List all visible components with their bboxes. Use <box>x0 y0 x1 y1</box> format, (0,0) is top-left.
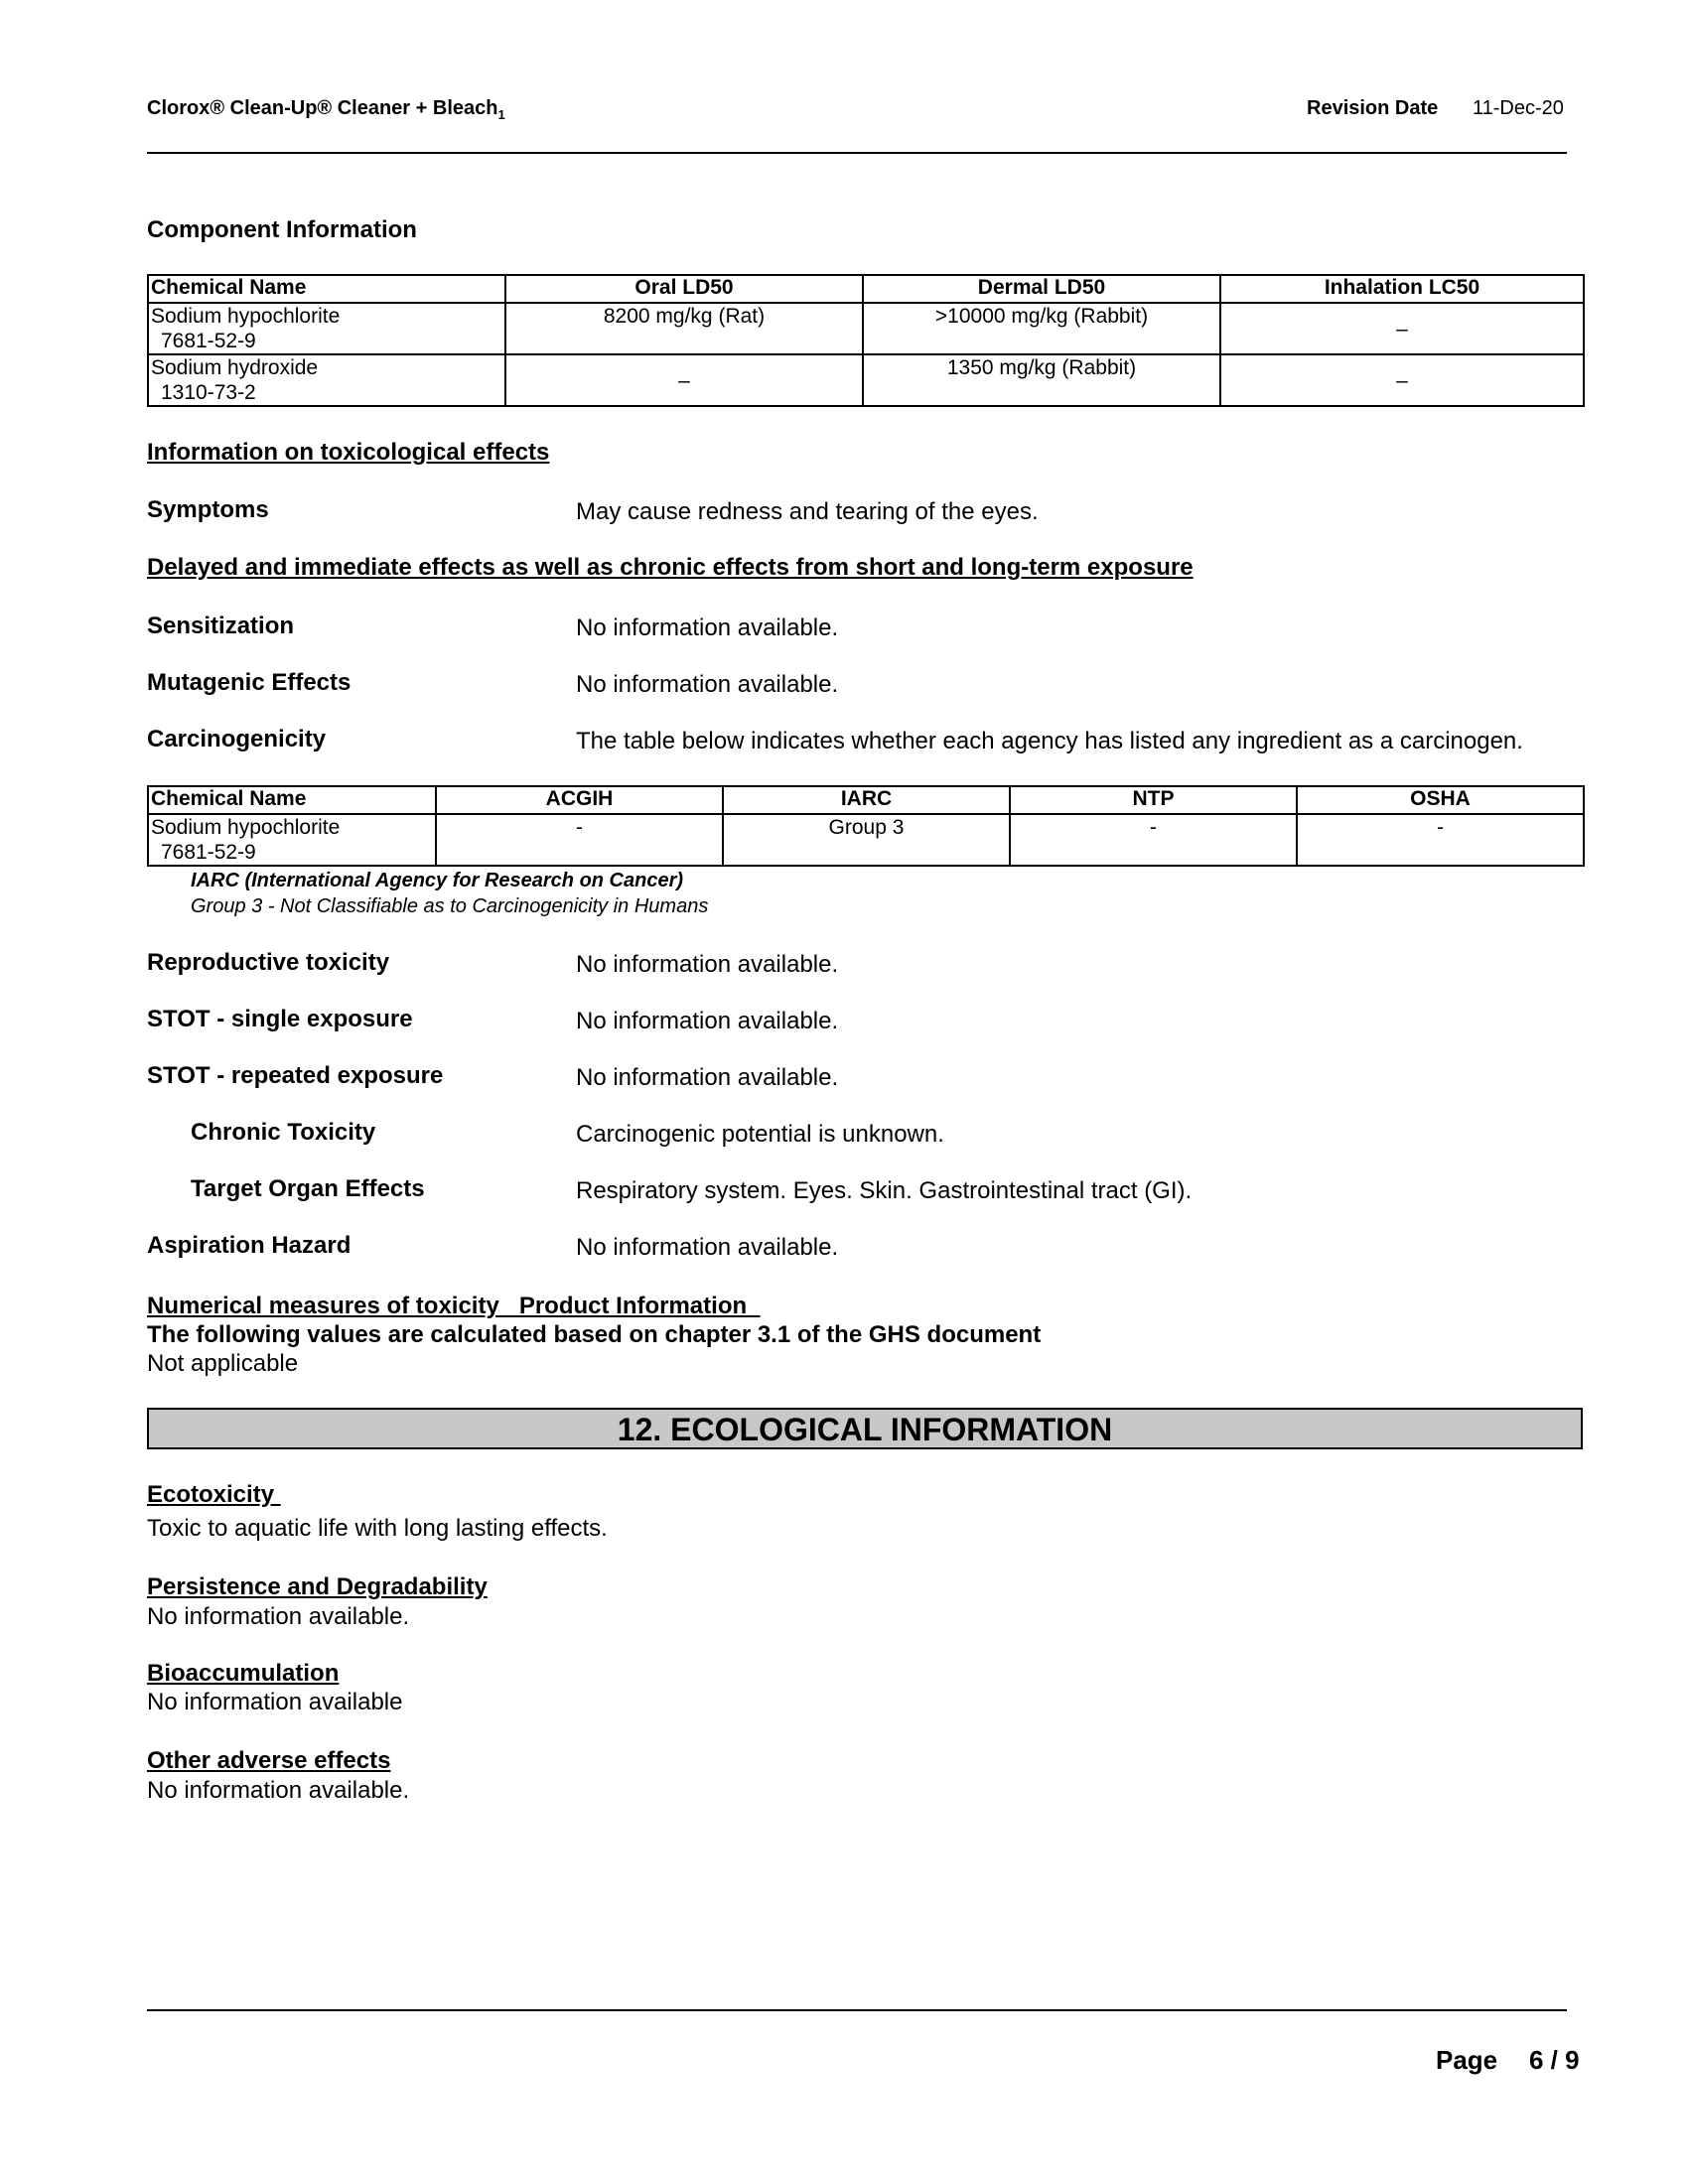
chemical-name: Sodium hydroxide <box>151 356 319 379</box>
stot-single-value: No information available. <box>576 1008 839 1034</box>
iarc-cell: Group 3 <box>723 814 1010 866</box>
revision-date-value: 11-Dec-20 <box>1473 97 1564 119</box>
mutagenic-value: No information available. <box>576 671 839 698</box>
osha-cell: - <box>1297 814 1584 866</box>
persistence-value: No information available. <box>147 1603 410 1630</box>
revision-date-label: Revision Date <box>1307 97 1439 119</box>
column-header: Dermal LD50 <box>863 275 1220 303</box>
page-label: Page <box>1436 2045 1498 2075</box>
ecotoxicity-value: Toxic to aquatic life with long lasting effects. <box>147 1515 608 1542</box>
iarc-note-title: IARC (International Agency for Research on Cancer) <box>191 870 684 891</box>
reproductive-label: Reproductive toxicity <box>147 949 390 976</box>
column-header: Chemical Name <box>148 275 505 303</box>
column-header: NTP <box>1010 786 1297 814</box>
chemical-name: Sodium hypochlorite <box>151 305 341 328</box>
inhalation-lc50-cell: – <box>1220 303 1584 354</box>
product-title <box>147 97 505 122</box>
carcinogenicity-value: The table below indicates whether each agency has listed any ingredient as a carcinogen. <box>576 728 1523 754</box>
stot-repeated-label: STOT - repeated exposure <box>147 1062 444 1089</box>
numerical-measures-subtitle: The following values are calculated based on chapter 3.1 of the GHS document <box>147 1321 1042 1348</box>
symptoms-label: Symptoms <box>147 496 269 523</box>
component-info-title: Component Information <box>147 216 417 243</box>
table-row <box>148 354 1584 406</box>
acgih-cell: - <box>436 814 723 866</box>
inhalation-lc50-cell: – <box>1220 354 1584 406</box>
other-effects-value: No information available. <box>147 1777 410 1804</box>
stot-repeated-value: No information available. <box>576 1064 839 1091</box>
target-organ-label: Target Organ Effects <box>191 1175 425 1202</box>
tox-effects-title: Information on toxicological effects <box>147 439 550 466</box>
chemical-name: Sodium hypochlorite <box>151 816 341 839</box>
cas-number: 7681-52-9 <box>161 841 256 864</box>
column-header: Inhalation LC50 <box>1220 275 1584 303</box>
dermal-ld50-cell: >10000 mg/kg (Rabbit) <box>863 303 1220 354</box>
table-header-row <box>148 786 1584 814</box>
oral-ld50-cell: 8200 mg/kg (Rat) <box>505 303 863 354</box>
chemical-cell <box>148 303 505 354</box>
table-row <box>148 303 1584 354</box>
column-header: Chemical Name <box>148 786 436 814</box>
carcinogen-table <box>147 785 1585 867</box>
sensitization-value: No information available. <box>576 614 839 641</box>
oral-ld50-cell: – <box>505 354 863 406</box>
section-12-banner: 12. ECOLOGICAL INFORMATION <box>147 1408 1583 1449</box>
stot-single-label: STOT - single exposure <box>147 1006 413 1032</box>
chronic-toxicity-label: Chronic Toxicity <box>191 1119 376 1146</box>
footer-divider <box>147 2009 1567 2011</box>
chemical-cell <box>148 814 436 866</box>
column-header: Oral LD50 <box>505 275 863 303</box>
dermal-ld50-cell: 1350 mg/kg (Rabbit) <box>863 354 1220 406</box>
carcinogenicity-label: Carcinogenicity <box>147 726 327 752</box>
product-name: Clorox® Clean-Up® Cleaner + Bleach <box>147 97 498 119</box>
delayed-effects-title: Delayed and immediate effects as well as chronic effects from short and long-term exposure <box>147 554 1194 581</box>
column-header: ACGIH <box>436 786 723 814</box>
sensitization-label: Sensitization <box>147 613 295 639</box>
chronic-toxicity-value: Carcinogenic potential is unknown. <box>576 1121 944 1148</box>
other-effects-title: Other adverse effects <box>147 1747 391 1774</box>
aspiration-label: Aspiration Hazard <box>147 1232 352 1259</box>
symptoms-value: May cause redness and tearing of the eyes. <box>576 498 1039 525</box>
reproductive-value: No information available. <box>576 951 839 978</box>
column-header: IARC <box>723 786 1010 814</box>
mutagenic-label: Mutagenic Effects <box>147 669 352 696</box>
ecotoxicity-title: Ecotoxicity <box>147 1481 281 1508</box>
bioaccumulation-value: No information available <box>147 1689 403 1715</box>
table-row <box>148 814 1584 866</box>
component-info-table <box>147 274 1585 407</box>
bioaccumulation-title: Bioaccumulation <box>147 1660 340 1687</box>
table-header-row <box>148 275 1584 303</box>
aspiration-value: No information available. <box>576 1234 839 1261</box>
numerical-measures-title: Numerical measures of toxicity Product Information <box>147 1293 761 1319</box>
numerical-measures-value: Not applicable <box>147 1350 299 1377</box>
iarc-note-text: Group 3 - Not Classifiable as to Carcinogenicity in Humans <box>191 895 709 917</box>
ntp-cell: - <box>1010 814 1297 866</box>
column-header: OSHA <box>1297 786 1584 814</box>
header-divider <box>147 152 1567 154</box>
product-subscript: 1 <box>497 107 505 122</box>
persistence-title: Persistence and Degradability <box>147 1573 488 1600</box>
page-number: 6 / 9 <box>1529 2045 1580 2075</box>
cas-number: 7681-52-9 <box>161 330 256 352</box>
target-organ-value: Respiratory system. Eyes. Skin. Gastrointestinal tract (GI). <box>576 1177 1193 1204</box>
chemical-cell <box>148 354 505 406</box>
cas-number: 1310-73-2 <box>161 381 256 404</box>
